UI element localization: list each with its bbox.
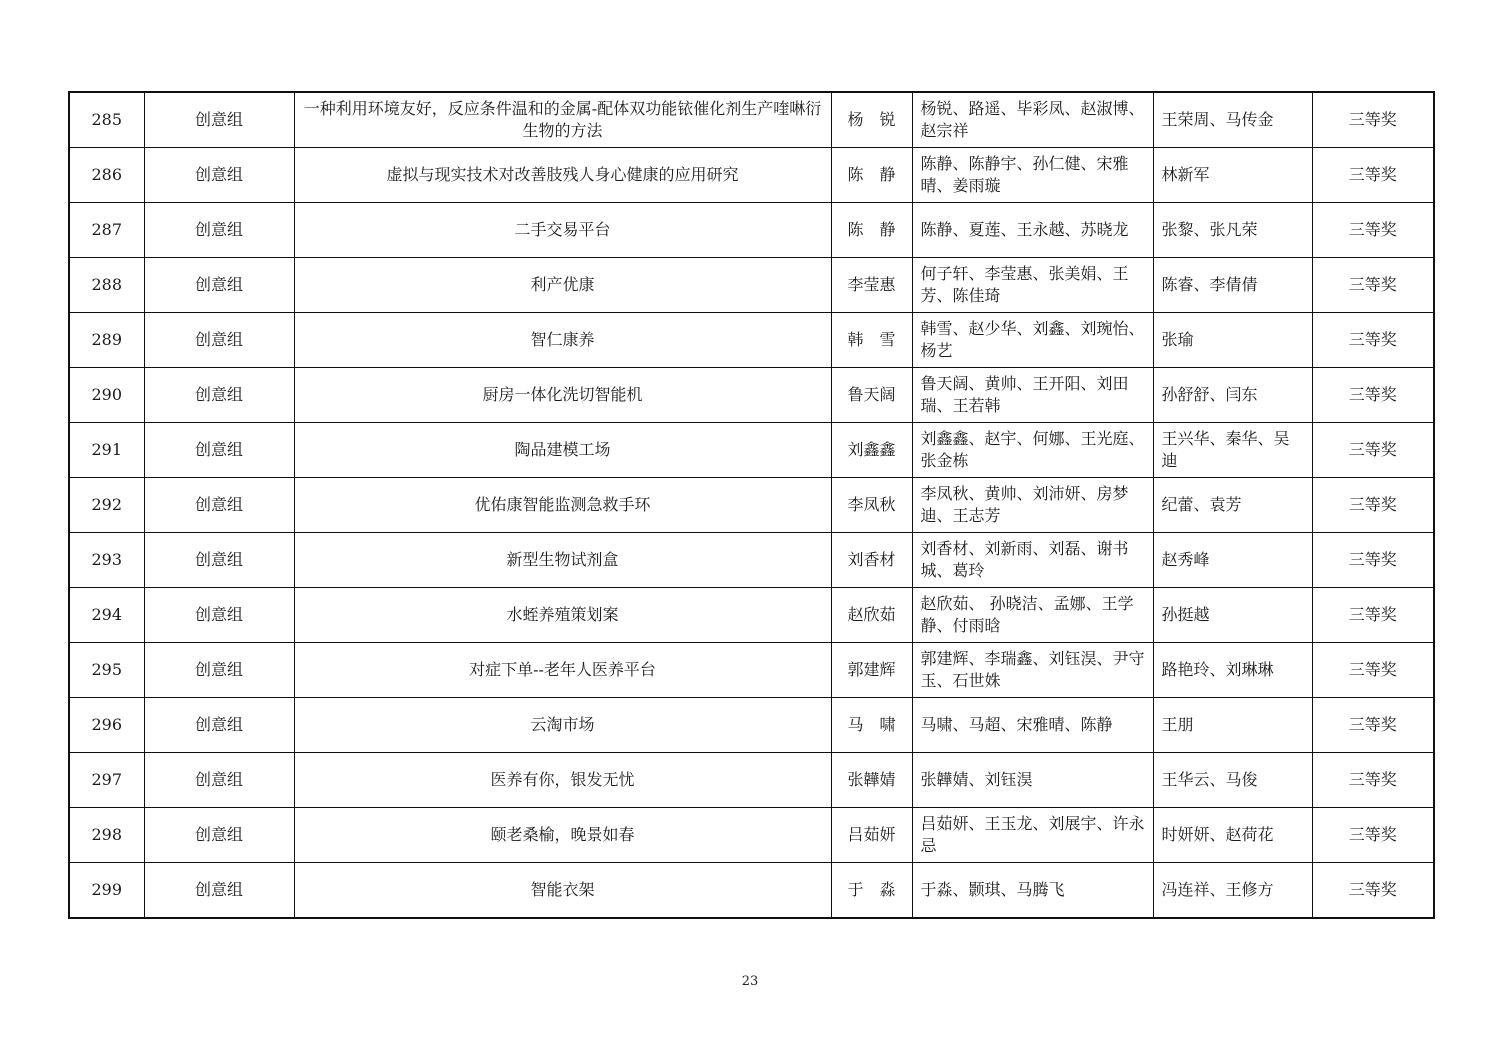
awards-table [68,91,1435,919]
table-row [69,258,1434,313]
cell-project: 虚拟与现实技术对改善肢残人身心健康的应用研究 [294,148,831,203]
table-row [69,533,1434,588]
table-row [69,753,1434,808]
cell-number: 289 [69,313,144,368]
cell-advisors: 纪蕾、袁芳 [1153,478,1312,533]
table-row [69,313,1434,368]
cell-members: 刘鑫鑫、赵宇、何娜、王光庭、张金栋 [912,423,1153,478]
cell-leader: 张韡婧 [831,753,912,808]
cell-award: 三等奖 [1312,533,1434,588]
cell-advisors: 冯连祥、王修方 [1153,863,1312,919]
cell-leader: 于 淼 [831,863,912,919]
cell-group: 创意组 [144,863,294,919]
cell-project: 对症下单--老年人医养平台 [294,643,831,698]
cell-members: 于淼、颢琪、马腾飞 [912,863,1153,919]
cell-award: 三等奖 [1312,203,1434,258]
cell-project: 云淘市场 [294,698,831,753]
cell-number: 287 [69,203,144,258]
cell-leader: 鲁天阔 [831,368,912,423]
table-row [69,863,1434,919]
cell-leader: 李莹惠 [831,258,912,313]
cell-project: 厨房一体化洗切智能机 [294,368,831,423]
cell-group: 创意组 [144,588,294,643]
cell-award: 三等奖 [1312,258,1434,313]
cell-project: 优佑康智能监测急救手环 [294,478,831,533]
cell-award: 三等奖 [1312,588,1434,643]
cell-group: 创意组 [144,258,294,313]
cell-number: 299 [69,863,144,919]
table-row [69,808,1434,863]
cell-members: 郭建辉、李瑞鑫、刘钰淏、尹守玉、石世姝 [912,643,1153,698]
cell-members: 赵欣茹、 孙晓洁、孟娜、王学静、付雨晗 [912,588,1153,643]
cell-award: 三等奖 [1312,808,1434,863]
cell-advisors: 王朋 [1153,698,1312,753]
cell-group: 创意组 [144,313,294,368]
cell-award: 三等奖 [1312,92,1434,148]
cell-group: 创意组 [144,423,294,478]
cell-project: 二手交易平台 [294,203,831,258]
table-row [69,92,1434,148]
cell-advisors: 王荣周、马传金 [1153,92,1312,148]
cell-leader: 杨 锐 [831,92,912,148]
cell-project: 利产优康 [294,258,831,313]
cell-advisors: 时妍妍、赵荷花 [1153,808,1312,863]
cell-members: 陈静、陈静宇、孙仁健、宋雅晴、姜雨璇 [912,148,1153,203]
cell-number: 285 [69,92,144,148]
cell-project: 水蛭养殖策划案 [294,588,831,643]
cell-group: 创意组 [144,808,294,863]
cell-number: 288 [69,258,144,313]
cell-award: 三等奖 [1312,368,1434,423]
table-row [69,148,1434,203]
cell-number: 294 [69,588,144,643]
cell-group: 创意组 [144,92,294,148]
cell-number: 292 [69,478,144,533]
cell-members: 鲁天阔、黄帅、王开阳、刘田瑞、王若韩 [912,368,1153,423]
table-row [69,478,1434,533]
cell-members: 张韡婧、刘钰淏 [912,753,1153,808]
cell-award: 三等奖 [1312,148,1434,203]
cell-award: 三等奖 [1312,423,1434,478]
cell-group: 创意组 [144,533,294,588]
page-number: 23 [741,974,759,989]
cell-members: 马啸、马超、宋雅晴、陈静 [912,698,1153,753]
cell-award: 三等奖 [1312,478,1434,533]
cell-advisors: 赵秀峰 [1153,533,1312,588]
cell-number: 291 [69,423,144,478]
cell-project: 一种利用环境友好，反应条件温和的金属-配体双功能铱催化剂生产喹啉衍生物的方法 [294,92,831,148]
cell-leader: 陈 静 [831,203,912,258]
cell-leader: 赵欣茹 [831,588,912,643]
table-row [69,698,1434,753]
cell-advisors: 林新军 [1153,148,1312,203]
table-body [69,92,1434,918]
cell-group: 创意组 [144,478,294,533]
cell-number: 286 [69,148,144,203]
cell-award: 三等奖 [1312,698,1434,753]
cell-members: 韩雪、赵少华、刘鑫、刘琬怡、杨艺 [912,313,1153,368]
cell-award: 三等奖 [1312,643,1434,698]
cell-advisors: 王兴华、秦华、吴迪 [1153,423,1312,478]
cell-members: 何子轩、李莹惠、张美娟、王芳、陈佳琦 [912,258,1153,313]
cell-leader: 吕茹妍 [831,808,912,863]
cell-leader: 李凤秋 [831,478,912,533]
cell-leader: 韩 雪 [831,313,912,368]
cell-members: 杨锐、路遥、毕彩凤、赵淑博、赵宗祥 [912,92,1153,148]
cell-group: 创意组 [144,368,294,423]
cell-leader: 郭建辉 [831,643,912,698]
cell-project: 智能衣架 [294,863,831,919]
cell-members: 李凤秋、黄帅、刘沛妍、房梦迪、王志芳 [912,478,1153,533]
cell-members: 陈静、夏莲、王永越、苏晓龙 [912,203,1153,258]
cell-project: 新型生物试剂盒 [294,533,831,588]
cell-project: 智仁康养 [294,313,831,368]
table-row [69,588,1434,643]
cell-project: 陶品建模工场 [294,423,831,478]
table-row [69,368,1434,423]
cell-number: 293 [69,533,144,588]
table-row [69,203,1434,258]
cell-advisors: 孙挺越 [1153,588,1312,643]
cell-leader: 陈 静 [831,148,912,203]
cell-number: 297 [69,753,144,808]
cell-leader: 刘鑫鑫 [831,423,912,478]
cell-advisors: 王华云、马俊 [1153,753,1312,808]
cell-number: 296 [69,698,144,753]
cell-award: 三等奖 [1312,313,1434,368]
cell-advisors: 孙舒舒、闫东 [1153,368,1312,423]
cell-group: 创意组 [144,698,294,753]
cell-number: 298 [69,808,144,863]
cell-group: 创意组 [144,203,294,258]
cell-group: 创意组 [144,148,294,203]
cell-leader: 刘香材 [831,533,912,588]
cell-members: 吕茹妍、王玉龙、刘展宇、许永忌 [912,808,1153,863]
cell-number: 295 [69,643,144,698]
table-row [69,643,1434,698]
cell-award: 三等奖 [1312,753,1434,808]
cell-advisors: 陈睿、李倩倩 [1153,258,1312,313]
cell-group: 创意组 [144,753,294,808]
cell-project: 医养有你，银发无忧 [294,753,831,808]
cell-project: 颐老桑榆，晚景如春 [294,808,831,863]
cell-number: 290 [69,368,144,423]
cell-group: 创意组 [144,643,294,698]
cell-advisors: 张黎、张凡荣 [1153,203,1312,258]
cell-award: 三等奖 [1312,863,1434,919]
cell-members: 刘香材、刘新雨、刘磊、谢书城、葛玲 [912,533,1153,588]
cell-leader: 马 啸 [831,698,912,753]
cell-advisors: 路艳玲、刘琳琳 [1153,643,1312,698]
cell-advisors: 张瑜 [1153,313,1312,368]
table-row [69,423,1434,478]
